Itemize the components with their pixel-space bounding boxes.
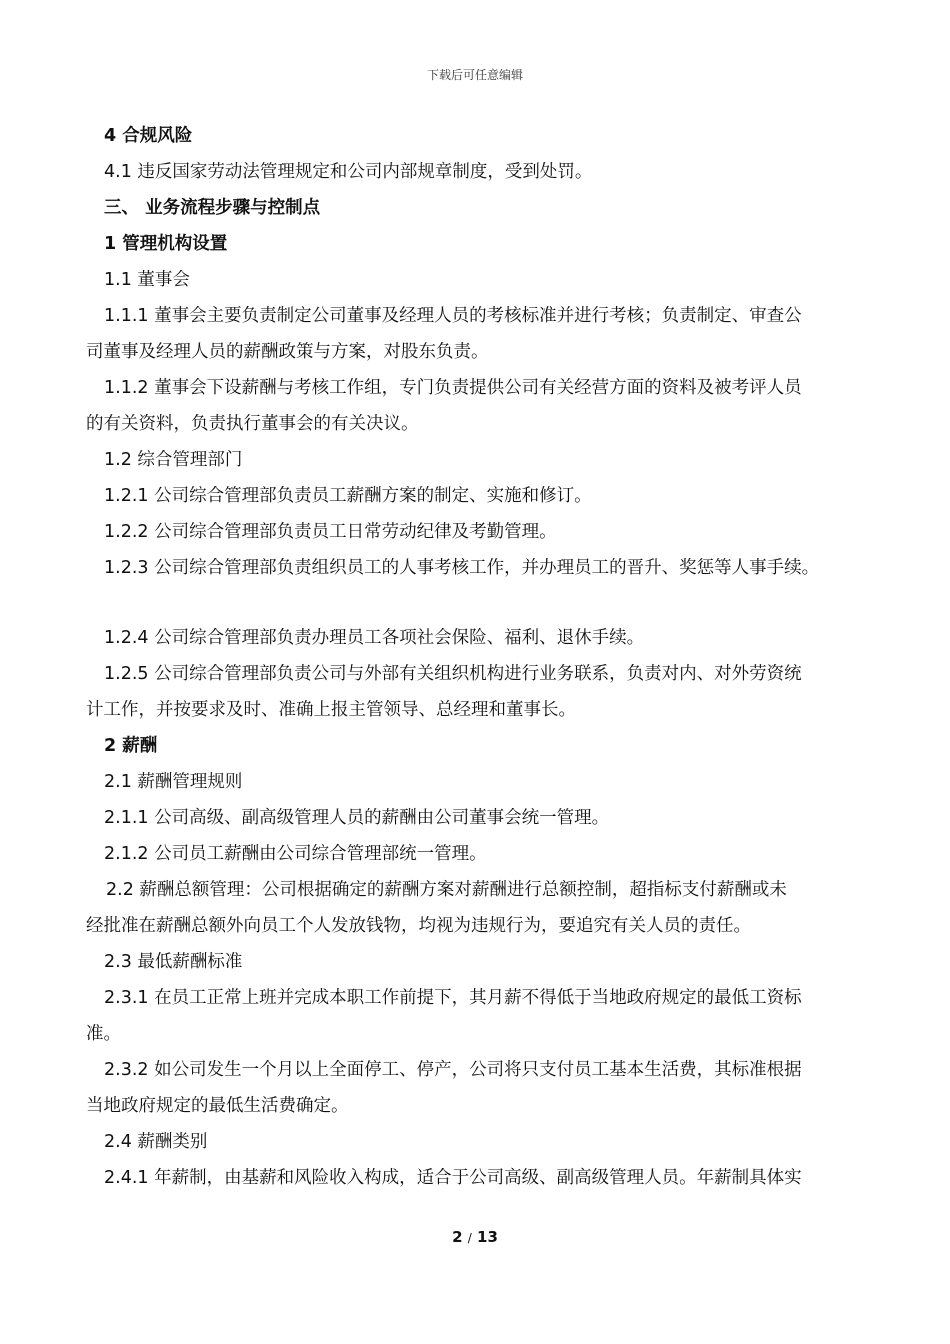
paragraph-line: 2.1 薪酬管理规则 — [104, 772, 243, 792]
paragraph-line: 司董事及经理人员的薪酬政策与方案，对股东负责。 — [86, 342, 489, 362]
paragraph-line: 1.2.3 公司综合管理部负责组织员工的人事考核工作，并办理员工的晋升、奖惩等人事手续。 — [104, 558, 820, 578]
paragraph-line: 1.2.5 公司综合管理部负责公司与外部有关组织机构进行业务联系，负责对内、对外劳资统 — [104, 664, 802, 684]
paragraph-line: 的有关资料，负责执行董事会的有关决议。 — [86, 414, 419, 434]
paragraph-line: 计工作，并按要求及时、准确上报主管领导、总经理和董事长。 — [86, 700, 576, 720]
paragraph-line: 2.3.2 如公司发生一个月以上全面停工、停产，公司将只支付员工基本生活费，其标准根据 — [104, 1060, 802, 1080]
page-current: 2 — [452, 1228, 463, 1246]
paragraph-line: 2.2 薪酬总额管理：公司根据确定的薪酬方案对薪酬进行总额控制，超指标支付薪酬或未 — [106, 880, 787, 900]
paragraph-line: 2.1.2 公司员工薪酬由公司综合管理部统一管理。 — [104, 844, 487, 864]
section-heading: 1 管理机构设置 — [104, 234, 228, 254]
paragraph-line: 1.2.2 公司综合管理部负责员工日常劳动纪律及考勤管理。 — [104, 522, 557, 542]
paragraph-line: 4.1 违反国家劳动法管理规定和公司内部规章制度，受到处罚。 — [104, 162, 593, 182]
page-total: 13 — [477, 1228, 498, 1246]
paragraph-line: 当地政府规定的最低生活费确定。 — [86, 1096, 349, 1116]
paragraph-line: 2.3.1 在员工正常上班并完成本职工作前提下，其月薪不得低于当地政府规定的最低工资标 — [104, 988, 802, 1008]
paragraph-line: 经批准在薪酬总额外向员工个人发放钱物，均视为违规行为，要追究有关人员的责任。 — [86, 916, 751, 936]
paragraph-line: 1.2.1 公司综合管理部负责员工薪酬方案的制定、实施和修订。 — [104, 486, 592, 506]
paragraph-line: 2.3 最低薪酬标准 — [104, 952, 243, 972]
paragraph-line: 1.1.1 董事会主要负责制定公司董事及经理人员的考核标准并进行考核；负责制定、审查公 — [104, 306, 802, 326]
paragraph-line: 1.2.4 公司综合管理部负责办理员工各项社会保险、福利、退休手续。 — [104, 628, 645, 648]
paragraph-line: 1.1 董事会 — [104, 270, 190, 290]
section-heading: 2 薪酬 — [104, 736, 158, 756]
paragraph-line: 2.4 薪酬类别 — [104, 1132, 208, 1152]
section-heading: 4 合规风险 — [104, 126, 193, 146]
paragraph-line: 1.2 综合管理部门 — [104, 450, 243, 470]
paragraph-line: 1.1.2 董事会下设薪酬与考核工作组，专门负责提供公司有关经营方面的资料及被考评人员 — [104, 378, 802, 398]
paragraph-line: 2.4.1 年薪制，由基薪和风险收入构成，适合于公司高级、副高级管理人员。年薪制具体实 — [104, 1168, 802, 1188]
page-header: 下载后可任意编辑 — [426, 68, 523, 82]
section-heading: 三、 业务流程步骤与控制点 — [104, 198, 321, 218]
paragraph-line: 2.1.1 公司高级、副高级管理人员的薪酬由公司董事会统一管理。 — [104, 808, 610, 828]
page-separator: / — [467, 1231, 472, 1245]
page-number — [0, 1228, 950, 1246]
paragraph-line: 准。 — [86, 1024, 121, 1044]
